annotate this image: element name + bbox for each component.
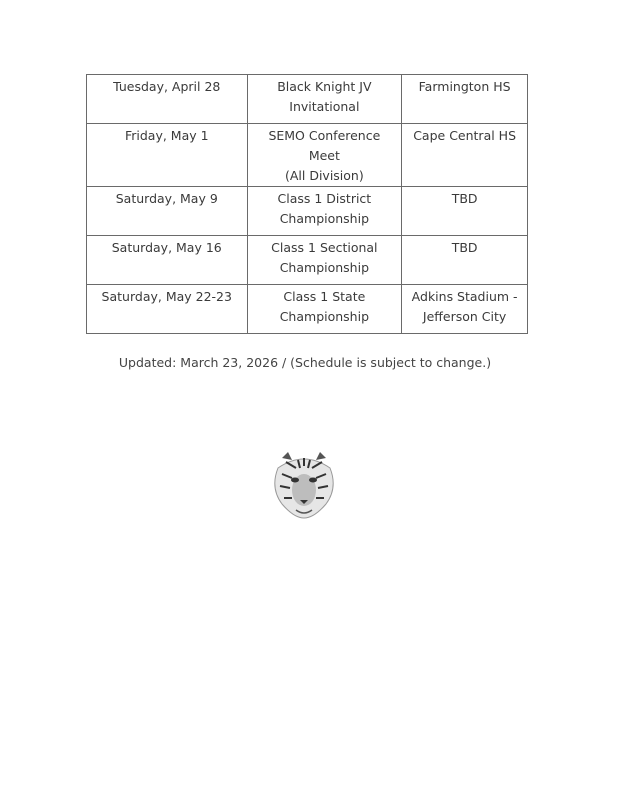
location-cell	[402, 75, 528, 124]
event-cell	[247, 187, 402, 236]
location-cell-text: Cape Central HS	[413, 128, 517, 143]
date-cell	[87, 236, 248, 285]
location-cell-text: Adkins Stadium - Jefferson City	[411, 289, 518, 324]
location-cell-text: TBD	[451, 191, 478, 206]
location-cell	[402, 187, 528, 236]
schedule-row	[87, 187, 528, 236]
date-cell	[87, 124, 248, 187]
date-cell	[87, 187, 248, 236]
date-cell-text: Tuesday, April 28	[113, 79, 221, 94]
event-cell-text: Class 1 Sectional Championship	[271, 240, 378, 275]
location-cell	[402, 285, 528, 334]
event-cell	[247, 236, 402, 285]
date-cell-text: Saturday, May 22-23	[101, 289, 232, 304]
event-cell-text: Class 1 District Championship	[277, 191, 372, 226]
date-cell-text: Saturday, May 16	[111, 240, 222, 255]
date-cell-text: Saturday, May 9	[115, 191, 218, 206]
date-cell	[87, 75, 248, 124]
schedule-row	[87, 124, 528, 187]
updated-note: Updated: March 23, 2026 / (Schedule is subject to change.)	[118, 355, 492, 370]
location-cell	[402, 124, 528, 187]
event-cell-text: SEMO Conference Meet (All Division)	[268, 128, 381, 183]
date-cell	[87, 285, 248, 334]
location-cell-text: TBD	[451, 240, 478, 255]
schedule-row	[87, 75, 528, 124]
event-cell	[247, 75, 402, 124]
date-cell-text: Friday, May 1	[124, 128, 209, 143]
schedule-row	[87, 285, 528, 334]
event-cell-text: Class 1 State Championship	[279, 289, 370, 324]
tiger-head-icon	[268, 448, 340, 520]
schedule-table	[86, 74, 528, 334]
event-cell	[247, 124, 402, 187]
event-cell	[247, 285, 402, 334]
event-cell-text: Black Knight JV Invitational	[277, 79, 372, 114]
location-cell	[402, 236, 528, 285]
schedule-row	[87, 236, 528, 285]
location-cell-text: Farmington HS	[418, 79, 511, 94]
